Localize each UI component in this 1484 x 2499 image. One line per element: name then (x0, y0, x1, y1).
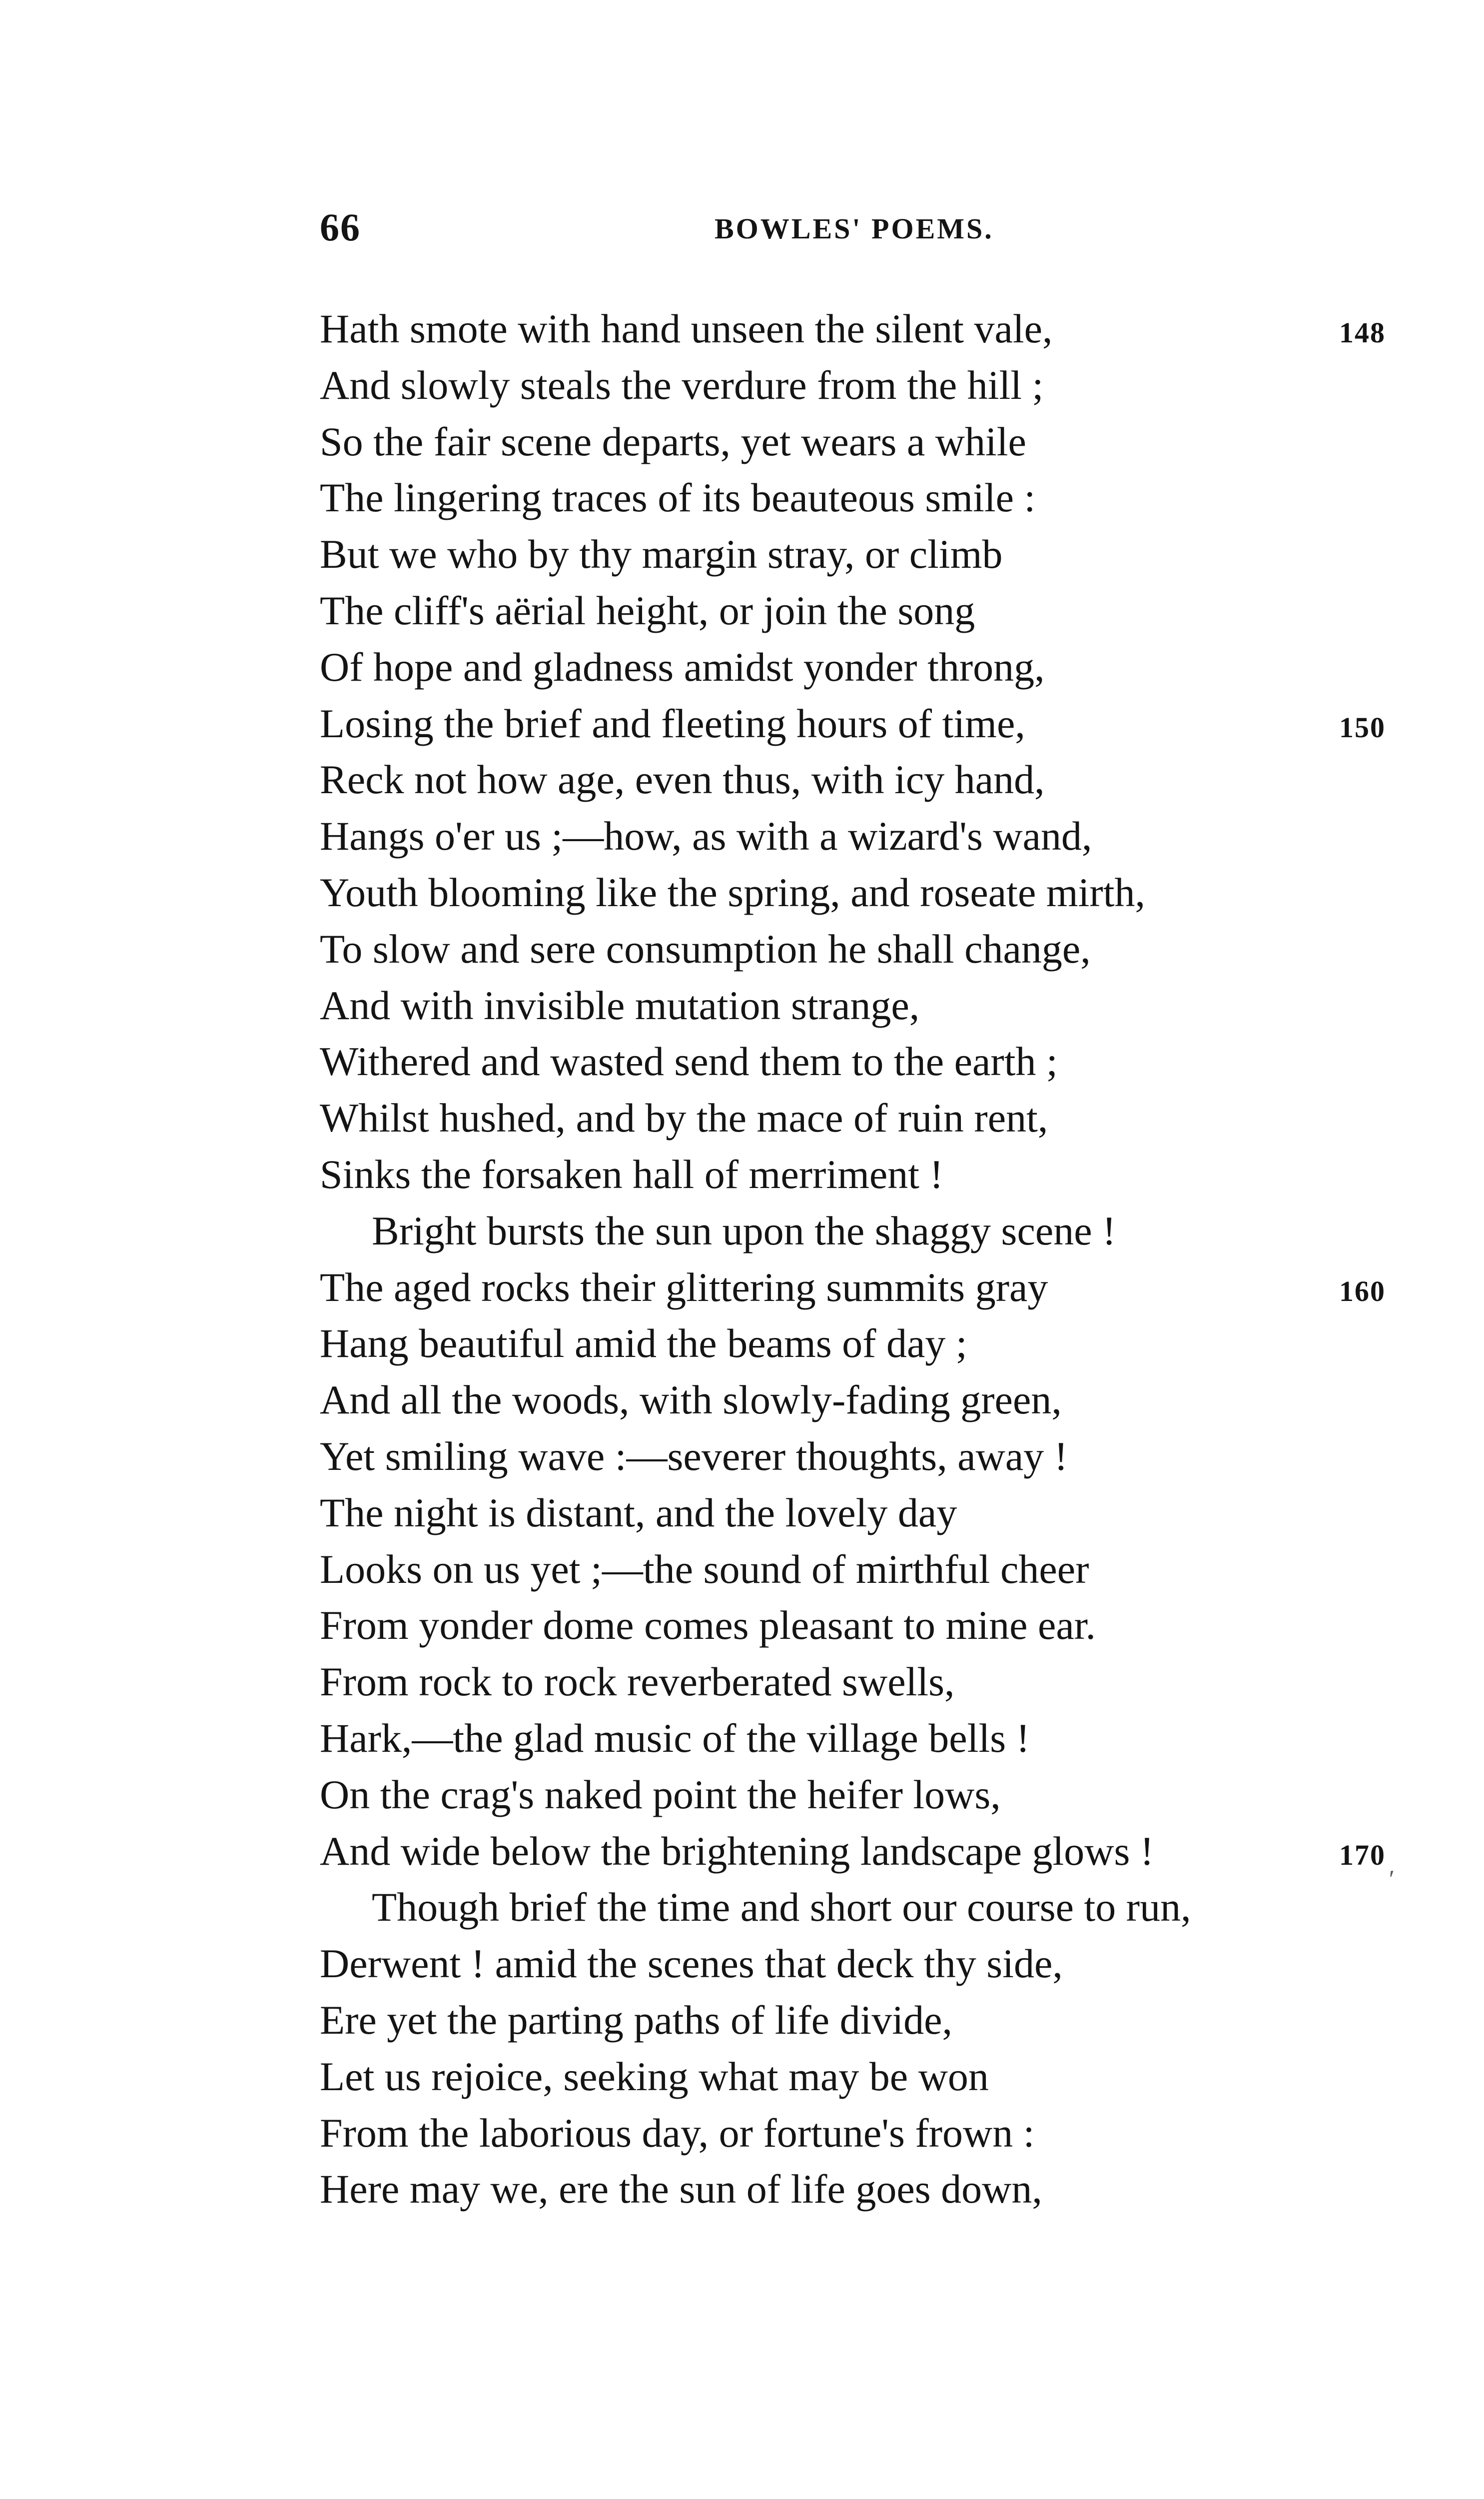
poem-line-text: And wide below the brightening landscape glows ! (320, 1828, 1154, 1874)
poem-line-text: Hang beautiful amid the beams of day ; (320, 1320, 967, 1366)
poem-line (320, 1992, 1409, 2049)
poem-line (320, 921, 1409, 978)
poem-line-text: Of hope and gladness amidst yonder throng, (320, 644, 1045, 690)
poem-line-text: Sinks the forsaken hall of merriment ! (320, 1151, 943, 1197)
poem-line (320, 1485, 1409, 1541)
poem-text (320, 301, 1409, 2218)
poem-line (320, 1203, 1409, 1259)
poem-line (320, 1034, 1409, 1090)
poem-line-text: And slowly steals the verdure from the hill ; (320, 362, 1044, 408)
poem-line-text: And all the woods, with slowly-fading green, (320, 1377, 1062, 1423)
poem-line-text: Youth blooming like the spring, and roseate mirth, (320, 869, 1146, 915)
stray-print-mark: ʹ (1389, 1865, 1395, 1893)
poem-line (320, 1315, 1409, 1372)
poem-line (320, 357, 1409, 414)
line-number: 148 (1339, 316, 1386, 349)
poem-line (320, 1428, 1409, 1485)
poem-line-text: The night is distant, and the lovely day (320, 1489, 957, 1535)
poem-line-text: Losing the brief and fleeting hours of time, (320, 700, 1025, 746)
poem-line-text: Let us rejoice, seeking what may be won (320, 2053, 989, 2099)
poem-line-text: Reck not how age, even thus, with icy hand, (320, 757, 1045, 803)
poem-line-text: So the fair scene departs, yet wears a while (320, 418, 1026, 464)
poem-line (320, 1936, 1409, 1992)
poem-line-text: Hark,—the glad music of the village bells ! (320, 1715, 1030, 1761)
poem-line (320, 639, 1409, 696)
poem-line (320, 414, 1409, 470)
poem-line-text: Though brief the time and short our course to run, (372, 1884, 1191, 1930)
page-header (320, 205, 1384, 260)
poem-line (320, 301, 1409, 357)
poem-line-text: The lingering traces of its beauteous smile : (320, 475, 1036, 521)
poem-line-text: Yet smiling wave :—severer thoughts, away ! (320, 1433, 1068, 1479)
poem-line (320, 808, 1409, 865)
poem-line (320, 1654, 1409, 1710)
poem-line-text: From yonder dome comes pleasant to mine ear. (320, 1602, 1096, 1648)
poem-line (320, 2105, 1409, 2162)
poem-line (320, 1090, 1409, 1147)
poem-line (320, 1823, 1409, 1880)
poem-line-text: Hath smote with hand unseen the silent vale, (320, 306, 1053, 351)
page-number: 66 (320, 205, 361, 249)
poem-line-text: But we who by thy margin stray, or climb (320, 531, 1003, 577)
poem-line-text: To slow and sere consumption he shall change, (320, 926, 1091, 972)
running-head: BOWLES' POEMS. (715, 212, 994, 245)
poem-line (320, 1372, 1409, 1428)
poem-line (320, 978, 1409, 1034)
poem-line (320, 470, 1409, 526)
poem-line-text: And with invisible mutation strange, (320, 982, 920, 1028)
poem-line (320, 696, 1409, 752)
poem-line-text: Whilst hushed, and by the mace of ruin rent, (320, 1095, 1048, 1141)
poem-line-text: The aged rocks their glittering summits gray (320, 1264, 1048, 1310)
poem-line (320, 1541, 1409, 1598)
line-number: 150 (1339, 711, 1386, 744)
line-number: 170 (1339, 1838, 1386, 1871)
poem-line-text: Here may we, ere the sun of life goes down, (320, 2166, 1042, 2212)
poem-line-text: From rock to rock reverberated swells, (320, 1659, 955, 1705)
poem-line (320, 1767, 1409, 1823)
poem-line-text: Hangs o'er us ;—how, as with a wizard's wand, (320, 813, 1092, 859)
line-number: 160 (1339, 1274, 1386, 1307)
poem-line-text: Bright bursts the sun upon the shaggy scene ! (372, 1208, 1116, 1253)
poem-line-text: Derwent ! amid the scenes that deck thy side, (320, 1941, 1063, 1987)
poem-line (320, 526, 1409, 583)
poem-line (320, 2161, 1409, 2218)
poem-line (320, 752, 1409, 808)
poem-line (320, 1879, 1409, 1936)
poem-line (320, 1147, 1409, 1203)
poem-line-text: From the laborious day, or fortune's frown : (320, 2110, 1035, 2156)
poem-line (320, 583, 1409, 639)
poem-line (320, 1259, 1409, 1316)
poem-line-text: Withered and wasted send them to the earth ; (320, 1039, 1058, 1085)
poem-line-text: On the crag's naked point the heifer lows, (320, 1771, 1001, 1817)
poem-line-text: The cliff's aërial height, or join the song (320, 587, 975, 633)
poem-line (320, 2049, 1409, 2105)
poem-line (320, 1597, 1409, 1654)
poem-line (320, 865, 1409, 921)
poem-line-text: Looks on us yet ;—the sound of mirthful cheer (320, 1546, 1089, 1592)
poem-line (320, 1710, 1409, 1767)
poem-line-text: Ere yet the parting paths of life divide, (320, 1997, 953, 2043)
